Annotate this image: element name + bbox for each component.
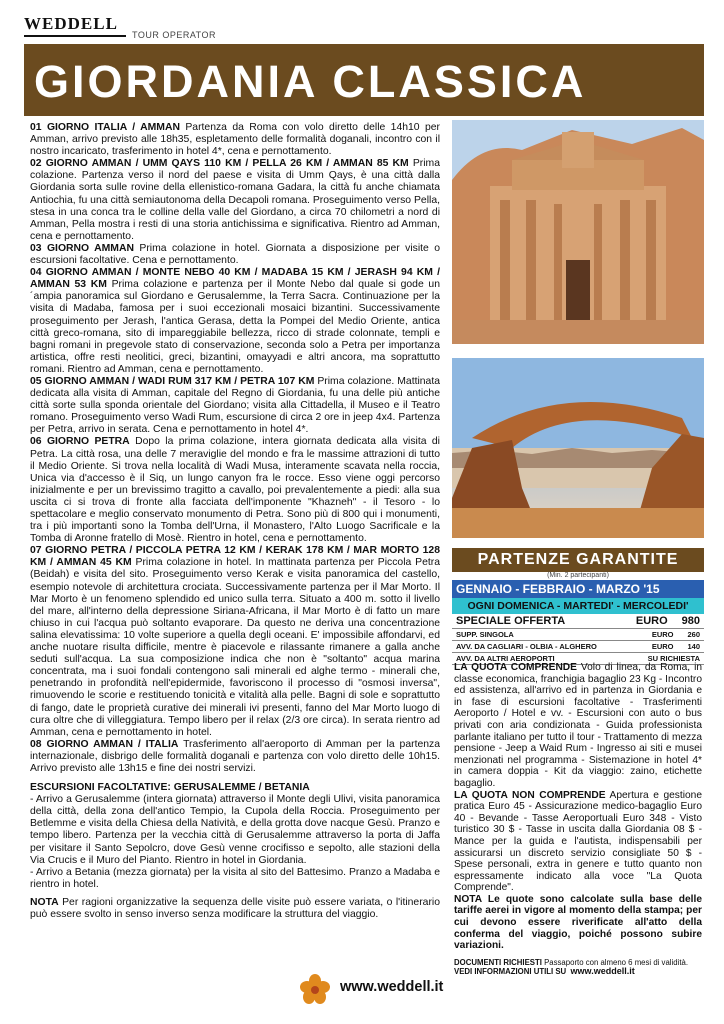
min-participants: (Min. 2 partecipanti)	[547, 572, 609, 579]
itinerary-column	[30, 122, 440, 964]
quota-comprende	[454, 662, 702, 790]
quota-non-comprende-label: LA QUOTA NON COMPRENDE	[454, 789, 606, 801]
excursion-betania: - Arrivo a Betania (mezza giornata) per la visita al sito del Battesimo. Pranzo a Madaba e rientro in hotel.	[30, 866, 440, 890]
offer-price: 980	[681, 615, 700, 627]
note-label: NOTA	[30, 896, 59, 908]
quota-non-comprende-text: Apertura e gestione pratica Euro 45 - Assicurazione medico-bagaglio Euro 40 - Bevande - Tasse Aeroportuali Euro 348 - Visto turistico 30 $ - Tasse in uscita dalla Giordania 08 $ - Mance per la guida e l'autista, indispensabili per assicurarsi un discreto servizio consigliate 50 $ - Spese personali, extra in genere e tutto quanto non espressamente indicato alla voce "La Quota Comprende".	[454, 789, 702, 894]
footer-website-link[interactable]: www.weddell.it	[340, 979, 444, 995]
itinerary-day	[30, 122, 440, 158]
flower-logo-icon	[300, 974, 330, 1004]
offer-label: SPECIALE OFFERTA	[456, 615, 566, 627]
header	[24, 14, 704, 44]
page-title: GIORDANIA CLASSICA	[34, 56, 587, 107]
quota-comprende-text: Volo di linea, da Roma, in classe economica, franchigia bagaglio 23 Kg - Incontro ed assistenza, all'arrivo ed in partenza in Giordania e in fase di escursioni facoltative - Trasferimenti Aeroporto / Hotel e vv. - Escursioni con auto o bus privati con aria condizionata - Guida professionista parlante italiano per tutto il tour - Trattamento di mezza pensione - Jeep a Waid Rum - Ingresso ai siti e musei menzionati nel programma - Sistemazione in hotel 4* in camera doppia - Kit da viaggio: zaino, etichette bagaglio.	[454, 662, 702, 789]
partenze-garantite-header: PARTENZE GARANTITE	[452, 548, 704, 572]
day-text: Prima colazione in hotel. Giornata a disposizione per visite o escursioni facoltative. Cena e pernottamento.	[30, 242, 440, 267]
day-heading: 04 GIORNO AMMAN / MONTE NEBO 40 KM / MADABA 15 KM / JERASH 94 KM / AMMAN 53 KM	[30, 267, 440, 291]
day-heading: 03 GIORNO AMMAN	[30, 242, 134, 254]
day-heading: 05 GIORNO AMMAN / WADI RUM 317 KM / PETRA 107 KM	[30, 375, 315, 387]
departure-days: OGNI DOMENICA - MARTEDI' - MERCOLEDI'	[452, 598, 704, 614]
info-link[interactable]: www.weddell.it	[570, 966, 635, 977]
special-offer-row	[452, 614, 704, 629]
documents-required	[454, 958, 702, 977]
tour-operator-label: TOUR OPERATOR	[132, 30, 217, 40]
info-label: VEDI INFORMAZIONI UTILI SU	[454, 967, 567, 977]
quota-non-comprende	[454, 790, 702, 894]
day-heading: 08 GIORNO AMMAN / ITALIA	[30, 738, 179, 750]
day-heading: 02 GIORNO AMMAN / UMM QAYS 110 KM / PELLA 26 KM / AMMAN 85 KM	[30, 158, 409, 170]
supplement-currency: EURO	[651, 642, 674, 651]
quota-info	[452, 662, 704, 977]
supplement-price	[652, 629, 700, 640]
title-bar	[24, 44, 704, 116]
quota-nota	[454, 894, 702, 952]
note	[30, 897, 440, 921]
documents-label: DOCUMENTI RICHIESTI	[454, 957, 542, 967]
supplement-label: AVV. DA ALTRI AEROPORTI	[456, 654, 555, 663]
logo-underline	[24, 35, 126, 37]
supplement-value: SU RICHIESTA	[647, 654, 700, 663]
itinerary-day	[30, 243, 440, 267]
weddell-logo: WEDDELL	[24, 14, 118, 33]
supplement-label: AVV. DA CAGLIARI - OLBIA - ALGHERO	[456, 642, 597, 651]
itinerary-day	[30, 545, 440, 739]
itinerary-day	[30, 267, 440, 376]
quota-comprende-label: LA QUOTA COMPRENDE	[454, 662, 577, 673]
day-text: Prima colazione in hotel. In mattinata partenza per Piccola Petra (Beidah) e visita del sito. Proseguimento verso Kerak e visita panoramica del castello, esempio notevole di architettura crociata. Successivamente partenza per il Mar Morto. Il Mar Morto è un fenomeno splendido ed unico sulla terra. Situato a 400 m. sotto il livello del mare, all'interno della depressione Siriana-Africana, il Mar Morto è di fatto un mare chiuso in cui l'acqua può soltanto evaporare. Da questo ne deriva una concentrazione salina elevatissima: 10 volte superiore a quella degli oceani. E' impossibile affondarvi, ed anche nuotare risulta difficile, mentre è piacevole e rilassante rimanere a galla anche seduti sull'acqua. La sua composizione indica che non è "soltanto" acqua marina concentrata, ma i suoi fondali contengono sali minerali ed alghe termo - minerali che, penetrando in profondità nell'epidermide, favoriscono il processo di "osmosi inversa", rimuovendo le scorie e restituendo tonicità e vitalità alla pelle. Bagni di sole e soprattutto di fango, date le proprietà curative dei minerali ivi presenti, fanno del Mar Morto luogo di cura oltre che di villeggiatura. Tempo libero per il relax (2/3 ore circa). In serata rientro ad Amman, cena e pernottamento in hotel.	[30, 557, 440, 738]
supplement-label: SUPP. SINGOLA	[456, 630, 514, 639]
day-text: Prima colazione e partenza per il Monte Nebo dal quale si gode un´ampia panoramica sul Giordano e Gerusalemme, la Terra Sacra. Continuazione per la visita di Madaba, famosa per i suoi eccezionali mosaici bizantini. Successivamente proseguimento per Jerash, l'antica Gerasa, detta la Pompei del Medio Oriente, antica città greco-romana, sito di impareggiabile bellezza, ricco di strade colonnate, templi e bagni romani in pregevole stato di conservazione, seconda solo a Petra per importanza artistica, offre resti neolitici, greci, bizantini, omayyadi e altri ancora, ma soprattutto romani. Rientro ad Amman, cena e pernottamento.	[30, 279, 440, 375]
day-text: Dopo la prima colazione, intera giornata dedicata alla visita di Petra. La città rosa, una delle 7 meraviglie del mondo e fra le massime attrazioni di tutto il Medio Oriente. Si trova nella località di Wadi Musa, interamente scavata nella roccia, Unica via d'accesso è il Siq, un lungo canyon fra le rocce. Esso viene oggi percorso inizialmente e per un brevissimo tragitto a cavallo, poi prevalentemente a piedi: alla sua uscita ci si trova di fronte alla facciata dell'imponente "Khazneh" - il Tesoro - lo spettacolare e meglio conservato monumento di Petra. Sono più di 800 qui i monumenti, tra i più importanti sono la Tomba dell'Urna, il Monastero, l'Alto Luogo Sacrificale e la Tomba di Aronne fratello di Mosè. Rientro in hotel, cena e pernottamento.	[30, 436, 440, 545]
offer-currency: EURO	[635, 615, 668, 627]
supplement-value: 260	[687, 630, 700, 639]
note-text: Per ragioni organizzative la sequenza delle visite può essere variata, o l'itinerario può essere svolto in senso inverso senza modificare la struttura del viaggio.	[30, 896, 440, 920]
day-text: Prima colazione. Partenza verso il nord del paese e visita di Umm Qays, è una città dalla Giordania sorta sulle rovine della ellenistico-romana Gadara, la città fu anche chiamata Antiochia, fu una città semiautonoma della Decapoli romana. Proseguimento verso Pella, stesa in una conca tra le colline della valle del Giordano, a circa 70 chilometri a nord di Amman, Pella mostra i resti di una storia antichissima e significativa. Rientro ad Amman, cena e pernottamento.	[30, 158, 440, 242]
excursions-title: ESCURSIONI FACOLTATIVE: GERUSALEMME / BETANIA	[30, 782, 310, 794]
petra-monastery-photo	[452, 120, 704, 344]
itinerary-list	[30, 122, 440, 775]
day-text: Prima colazione. Mattinata dedicata alla visita di Amman, capitale del Regno di Giordania, fu una delle più antiche città sorte sulla sponda orientale del Giordano; visita alla Cittadella, il Museo e il Teatro romano. Proseguimento verso Wadi Rum, escursione di circa 2 ore in jeep 4x4. Partenza per Petra, arrivo in serata. Cena e pernottamento in hotel 4*.	[30, 375, 440, 436]
day-heading: 01 GIORNO ITALIA / AMMAN	[30, 122, 180, 133]
itinerary-day	[30, 376, 440, 436]
day-heading: 06 GIORNO PETRA	[30, 436, 130, 448]
documents-text: Passaporto con almeno 6 mesi di validità.	[541, 957, 688, 967]
wadi-rum-arch-photo	[452, 358, 704, 538]
supplement-value: 140	[687, 642, 700, 651]
supplement-row	[452, 629, 704, 641]
supplement-currency: EURO	[651, 630, 674, 639]
supplement-price	[652, 641, 700, 652]
departure-months: GENNAIO - FEBBRAIO - MARZO '15	[452, 580, 704, 598]
quota-nota-text: NOTA Le quote sono calcolate sulla base delle tariffe aerei in vigore al momento della stampa; per cui devono essere riverificate all'atto della conferma del viaggio, poiché possono subire variazioni.	[454, 893, 702, 952]
price-table	[452, 614, 704, 665]
itinerary-day	[30, 739, 440, 775]
day-text: Partenza da Roma con volo diretto delle 14h10 per Amman, arrivo previsto alle 18h35, espletamento delle formalità doganali, incontro con il nostro incaricato, trasferimento in hotel 4*, cena e pernottamento.	[30, 122, 440, 158]
supplement-row	[452, 641, 704, 653]
itinerary-day	[30, 436, 440, 545]
day-heading: 07 GIORNO PETRA / PICCOLA PETRA 12 KM / KERAK 178 KM / MAR MORTO 128 KM / AMMAN 45 KM	[30, 545, 440, 569]
supplements-list	[452, 629, 704, 665]
excursion-jerusalem: - Arrivo a Gerusalemme (intera giornata) attraverso il Monte degli Ulivi, visita panoramica della città, della zona dell'antico Tempio, la Cupola della Roccia. Proseguimento per Betlemme e visita della Chiesa della Natività, e della grotta dove nacque Gesù. Pranzo e tempo libero. Partenza per la vecchia città di Gerusalemme attraverso la porta di Jaffa per visitare il Santo Sepolcro, dove Gesù venne crocifisso e sepolto, alle stazioni della Via Crucis e il Muro del Pianto. Rientro in hotel in Giordania.	[30, 794, 440, 866]
day-text: Trasferimento all'aeroporto di Amman per la partenza internazionale, disbrigo delle formalità doganali e partenza con volo diretto delle 10h15. Arrivo previsto alle 13h15 e fine dei nostri servizi.	[30, 738, 440, 774]
itinerary-day	[30, 158, 440, 243]
